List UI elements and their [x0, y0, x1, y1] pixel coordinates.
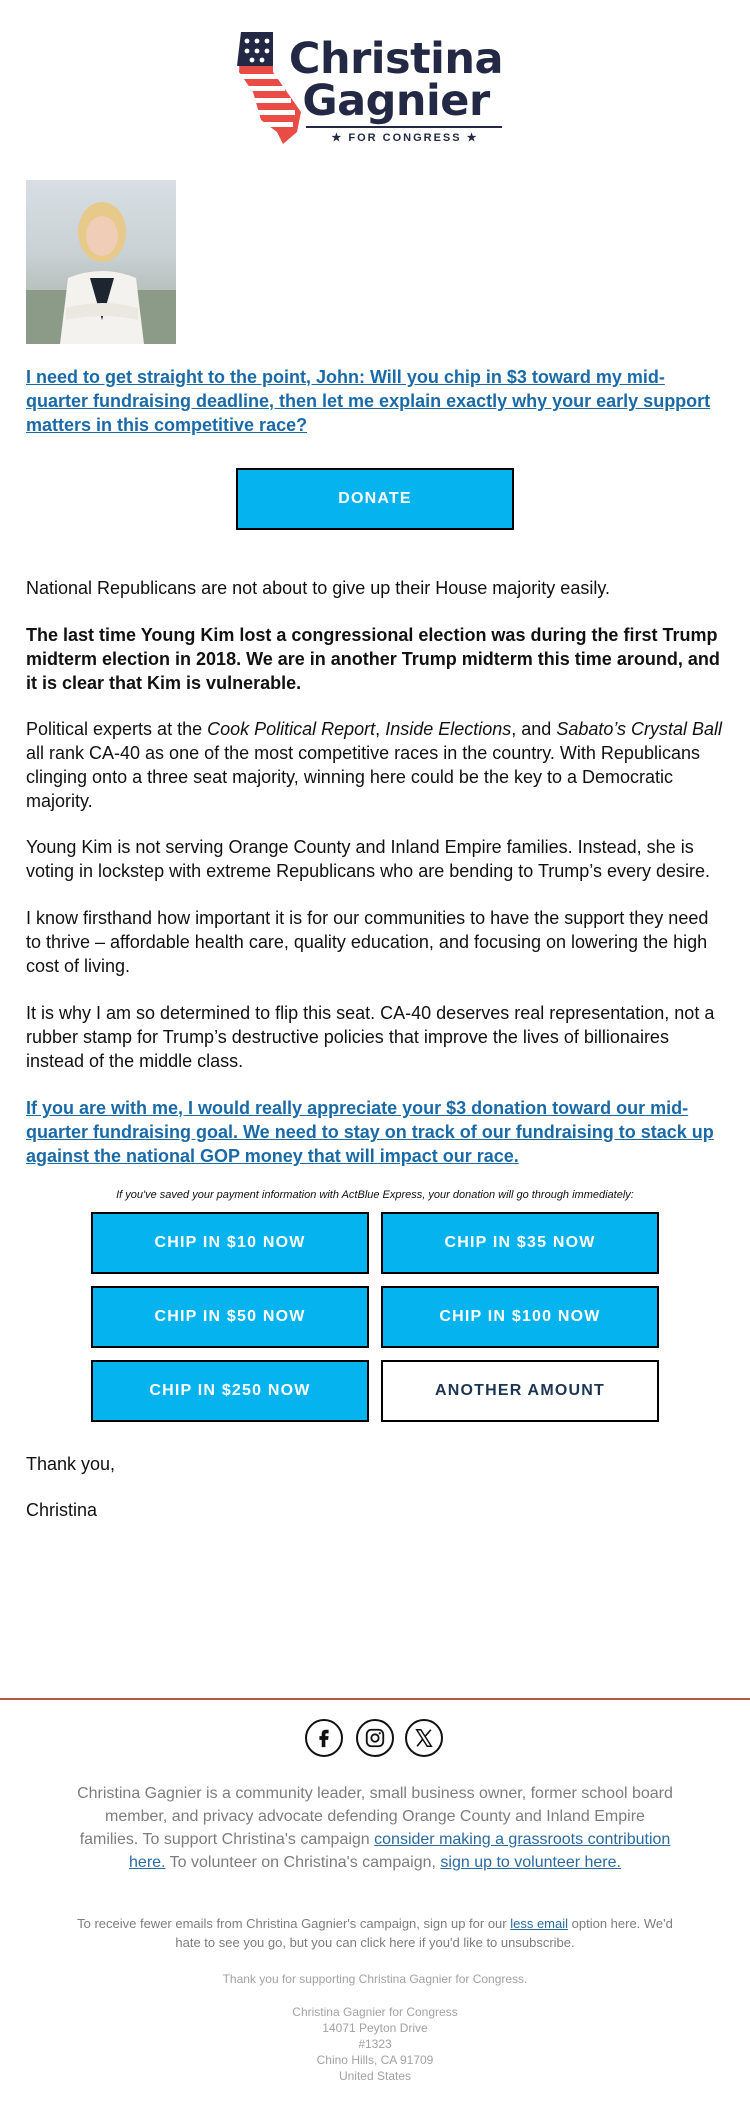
- paragraph-1: National Republicans are not about to give up their House majority easily.: [26, 578, 610, 598]
- logo-name: [276, 34, 516, 126]
- footer-fewer-text-b: option here. We'd hate to see you go, but you can click here if you'd like to unsubscribe.: [175, 1916, 673, 1950]
- chip-50-button[interactable]: CHIP IN $50 NOW: [91, 1286, 369, 1348]
- logo-subtitle: ★ FOR CONGRESS ★: [331, 132, 479, 144]
- inside-elections: Inside Elections: [385, 719, 512, 739]
- address-line-5: United States: [338, 2069, 412, 2083]
- logo-rule: [306, 126, 502, 128]
- candidate-portrait-icon: [26, 180, 176, 344]
- donation-appeal-link[interactable]: If you are with me, I would really appreciate your $3 donation toward our mid-quarter fundraising goal. We need to stay on track of our fundraising to stack up against the national GOP money that will impact our race.: [26, 1098, 714, 1166]
- paragraph-3-text-d: all rank CA-40 as one of the most competitive races in the country. With Republicans clinging onto a three seat majority, winning here could be the key to a Democratic majority.: [26, 743, 700, 811]
- footer-address: [75, 2004, 675, 2084]
- paragraph-3: [26, 717, 726, 813]
- footer-thanks: Thank you for supporting Christina Gagnier for Congress.: [222, 1972, 528, 1986]
- footer-divider: [0, 1698, 750, 1700]
- logo-first-name: Christina: [288, 34, 504, 84]
- paragraph-4: Young Kim is not serving Orange County and Inland Empire families. Instead, she is voting in lockstep with extreme Republicans who are bending to Trump’s every desire.: [26, 837, 711, 881]
- donate-button[interactable]: DONATE: [236, 468, 514, 530]
- chip-35-button[interactable]: CHIP IN $35 NOW: [381, 1212, 659, 1274]
- signoff-thanks: Thank you,: [26, 1454, 116, 1474]
- footer-about-text-b: To volunteer on Christina's campaign,: [165, 1854, 441, 1871]
- candidate-photo: [26, 180, 176, 344]
- footer-about: [75, 1782, 675, 1874]
- campaign-logo: [0, 28, 750, 148]
- chip-100-button[interactable]: CHIP IN $100 NOW: [381, 1286, 659, 1348]
- instagram-icon: [364, 1727, 386, 1749]
- paragraph-7: [26, 1096, 726, 1168]
- paragraph-2: The last time Young Kim lost a congressional election was during the first Trump midterm election in 2018. We are in another Trump midterm this time around, and it is clear that Kim is vulnerable.: [26, 625, 720, 693]
- volunteer-link[interactable]: sign up to volunteer here.: [440, 1854, 621, 1871]
- paragraph-3-text-a: Political experts at the: [26, 719, 208, 739]
- paragraph-6: It is why I am so determined to flip this seat. CA-40 deserves real representation, not a rubber stamp for Trump’s destructive policies that improve the lives of billionaires instead of the middle class.: [26, 1003, 715, 1071]
- contribution-link[interactable]: consider making a grassroots contribution here.: [129, 1831, 671, 1871]
- x-icon: [413, 1727, 435, 1749]
- footer-fewer-emails: [75, 1914, 675, 1952]
- another-amount-button[interactable]: ANOTHER AMOUNT: [381, 1360, 659, 1422]
- actblue-express-note: If you've saved your payment information with ActBlue Express, your donation will go through immediately:: [116, 1189, 634, 1201]
- paragraph-3-text-c: , and: [511, 719, 557, 739]
- footer-fewer-text-a: To receive fewer emails from Christina Gagnier's campaign, sign up for our: [77, 1916, 511, 1931]
- signoff-name: Christina: [26, 1500, 98, 1520]
- facebook-icon: [313, 1727, 335, 1749]
- facebook-link[interactable]: [305, 1719, 343, 1757]
- address-line-3: #1323: [358, 2037, 392, 2051]
- instagram-link[interactable]: [356, 1719, 394, 1757]
- chip-250-button[interactable]: CHIP IN $250 NOW: [91, 1360, 369, 1422]
- cook-political-report: Cook Political Report: [207, 719, 376, 739]
- logo-last-name: Gagnier: [302, 76, 490, 126]
- address-line-1: Christina Gagnier for Congress: [292, 2005, 458, 2019]
- intro-paragraph: [26, 365, 726, 437]
- paragraph-3-text-b: ,: [375, 719, 386, 739]
- sabatos-crystal-ball: Sabato’s Crystal Ball: [556, 719, 723, 739]
- less-email-link[interactable]: less email: [510, 1916, 569, 1931]
- address-line-4: Chino Hills, CA 91709: [316, 2053, 434, 2067]
- address-line-2: 14071 Peyton Drive: [322, 2021, 428, 2035]
- intro-donate-link[interactable]: I need to get straight to the point, John: Will you chip in $3 toward my mid-quarter fundraising deadline, then let me explain exactly why your early support matters in this competitive race?: [26, 367, 711, 435]
- paragraph-5: I know firsthand how important it is for our communities to have the support they need to thrive – affordable health care, quality education, and focusing on lowering the high cost of living.: [26, 908, 709, 976]
- x-twitter-link[interactable]: [405, 1719, 443, 1757]
- footer-about-text-a: Christina Gagnier is a community leader, small business owner, former school board member, and privacy advocate defending Orange County and Inland Empire families. To support Christina's campaign: [77, 1785, 673, 1848]
- chip-10-button[interactable]: CHIP IN $10 NOW: [91, 1212, 369, 1274]
